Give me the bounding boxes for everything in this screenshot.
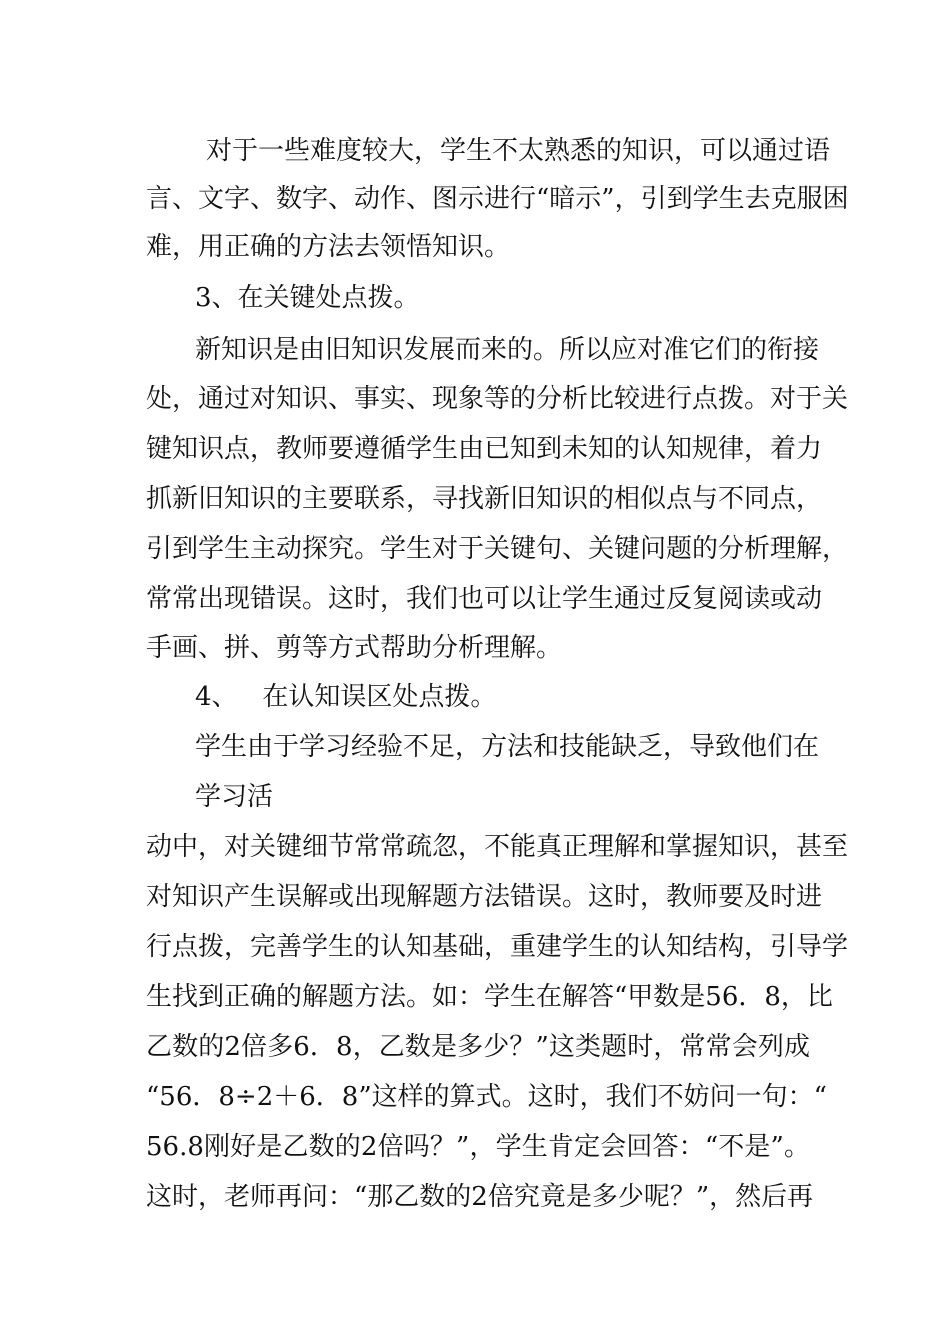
paragraph-line: 难，用正确的方法去领悟知识。 [146, 232, 511, 262]
paragraph-line: 动中，对关键细节常常疏忽，不能真正理解和掌握知识，甚至 [146, 832, 849, 862]
paragraph-line: 学生由于学习经验不足，方法和技能缺乏，导致他们在 [195, 732, 820, 762]
paragraph-line: 这时，老师再问：“那乙数的2倍究竟是多少呢？”，然后再 [146, 1182, 814, 1212]
paragraph-line: 言、文字、数字、动作、图示进行“暗示”，引到学生去克服困 [146, 184, 849, 214]
paragraph-line: 处，通过对知识、事实、现象等的分析比较进行点拨。对于关 [146, 384, 849, 414]
section-heading: 4、 在认知误区处点拨。 [195, 682, 497, 712]
paragraph-line: 行点拨，完善学生的认知基础，重建学生的认知结构，引导学 [146, 932, 849, 962]
paragraph-line: 常常出现错误。这时，我们也可以让学生通过反复阅读或动 [146, 584, 823, 614]
paragraph-line: 乙数的2倍多6．8，乙数是多少？”这类题时，常常会列成 [146, 1032, 810, 1062]
paragraph-line: 引到学生主动探究。学生对于关键句、关键问题的分析理解， [146, 534, 849, 564]
paragraph-line: 学习活 [195, 782, 274, 812]
paragraph-line: 抓新旧知识的主要联系，寻找新旧知识的相似点与不同点， [146, 484, 823, 514]
paragraph-line: 56.8刚好是乙数的2倍吗？”，学生肯定会回答：“不是”。 [146, 1132, 810, 1162]
section-heading: 3、在关键处点拨。 [195, 283, 420, 313]
paragraph-line: 键知识点，教师要遵循学生由已知到未知的认知规律，着力 [146, 434, 823, 464]
paragraph-line: 手画、拼、剪等方式帮助分析理解。 [146, 633, 563, 663]
paragraph-line: 新知识是由旧知识发展而来的。所以应对准它们的衔接 [195, 335, 820, 365]
paragraph-line: 对于一些难度较大，学生不太熟悉的知识，可以通过语 [206, 136, 831, 166]
paragraph-line: 生找到正确的解题方法。如：学生在解答“甲数是56．8，比 [146, 982, 833, 1012]
paragraph-line: 对知识产生误解或出现解题方法错误。这时，教师要及时进 [146, 882, 823, 912]
paragraph-line: “56．8÷2＋6．8”这样的算式。这时，我们不妨问一句：“ [146, 1082, 827, 1112]
